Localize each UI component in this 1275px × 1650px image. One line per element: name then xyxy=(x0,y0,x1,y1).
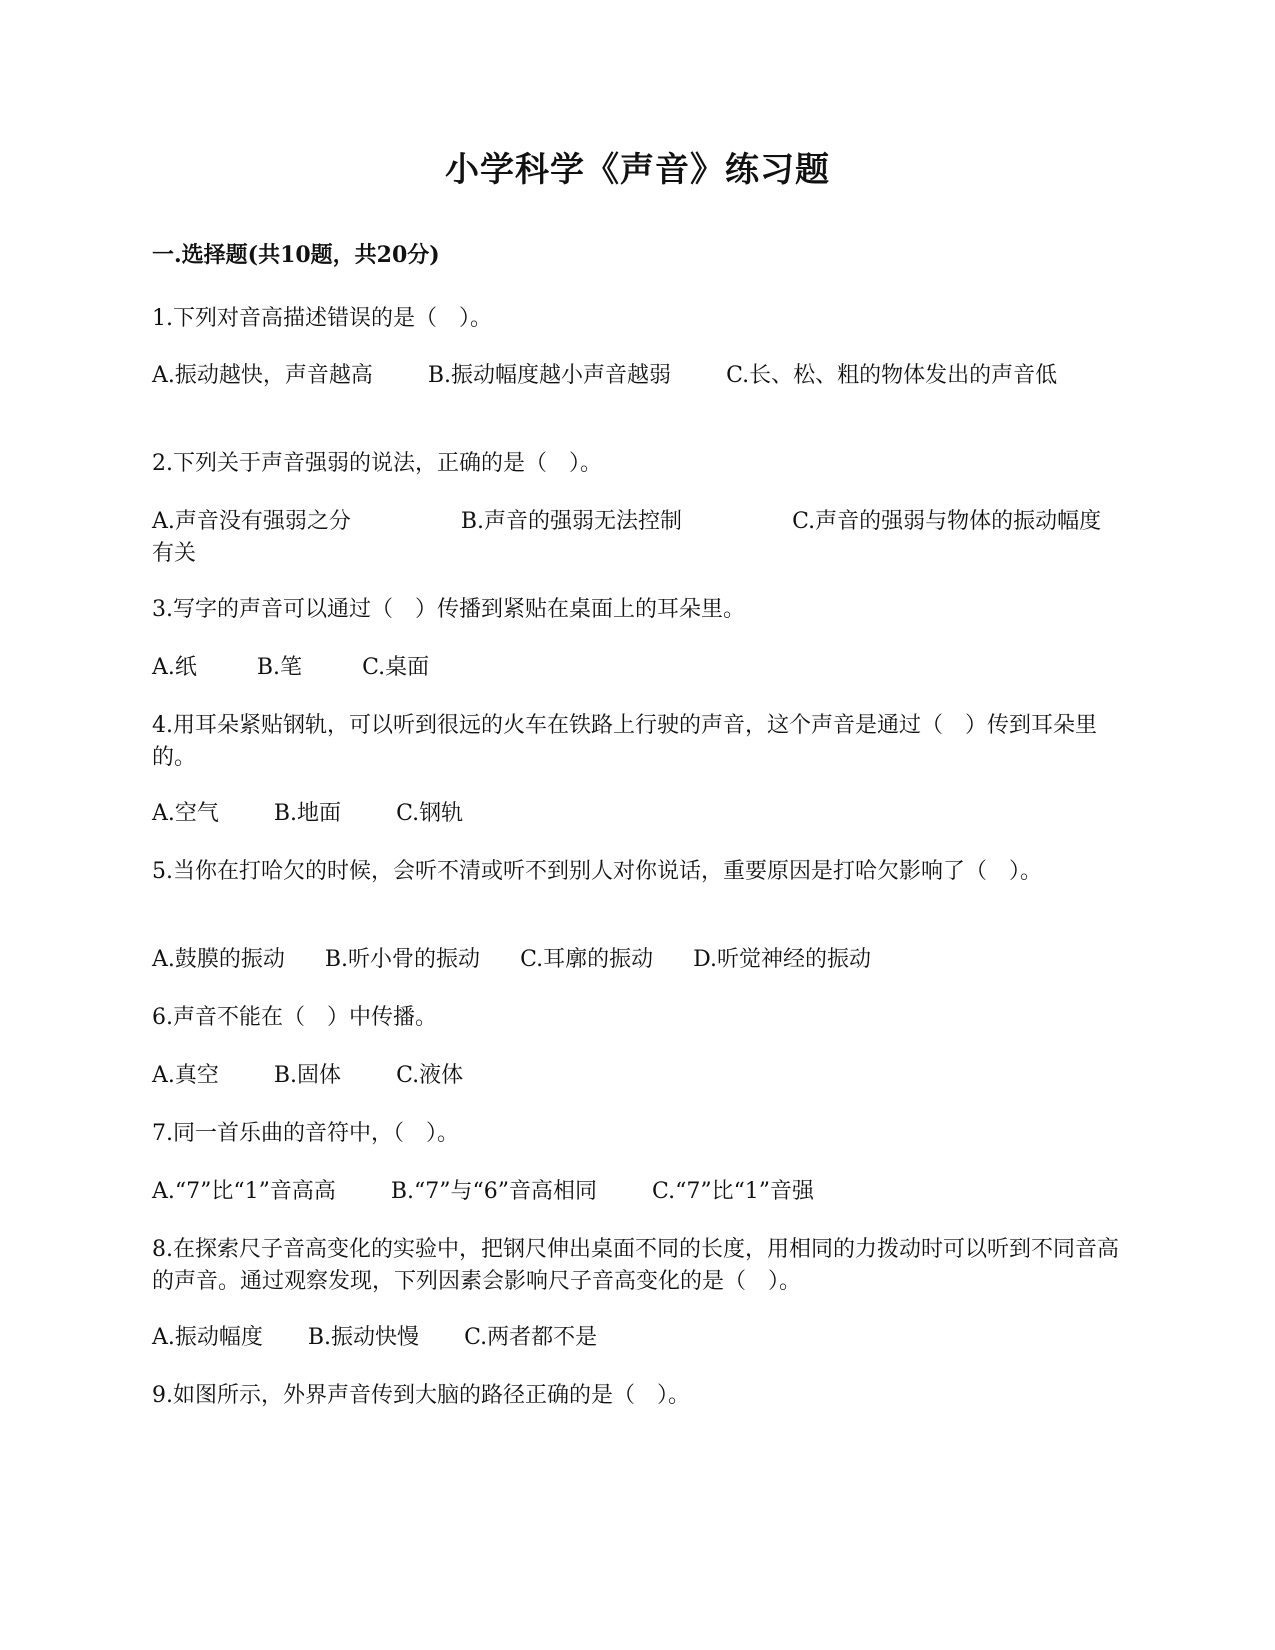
section-heading: 一.选择题(共10题，共20分) xyxy=(152,242,440,268)
question-6-option-b: B.固体 xyxy=(273,1063,342,1088)
question-6-option-a: A.真空 xyxy=(152,1063,219,1088)
question-8-option-b: B.振动快慢 xyxy=(307,1325,420,1350)
question-2-option-b: B.声音的强弱无法控制 xyxy=(460,509,683,534)
question-6-stem: 6.声音不能在（ ）中传播。 xyxy=(152,1005,437,1030)
question-8-options xyxy=(152,1322,1122,1354)
document-title: 小学科学《声音》练习题 xyxy=(445,150,830,190)
question-7-option-b: B.“7”与“6”音高相同 xyxy=(390,1179,598,1204)
question-9-stem: 9.如图所示，外界声音传到大脑的路径正确的是（ ）。 xyxy=(152,1383,690,1408)
question-6-options xyxy=(152,1060,1122,1092)
question-8-option-c: C.两者都不是 xyxy=(464,1325,598,1350)
question-2-option-a: A.声音没有强弱之分 xyxy=(152,509,351,534)
question-3-options xyxy=(152,652,1122,684)
question-2-option-c: C.声音的强弱与物体的振动幅度有关 xyxy=(152,509,1102,566)
question-4-option-b: B.地面 xyxy=(273,801,342,826)
question-1-option-a: A.振动越快，声音越高 xyxy=(152,363,373,388)
question-5-option-d: D.听觉神经的振动 xyxy=(693,947,871,972)
question-3-option-b: B.笔 xyxy=(256,655,303,680)
question-5-option-c: C.耳廓的振动 xyxy=(520,947,654,972)
question-6-option-c: C.液体 xyxy=(396,1063,464,1088)
question-7-option-c: C.“7”比“1”音强 xyxy=(652,1179,815,1204)
question-3-option-c: C.桌面 xyxy=(362,655,430,680)
question-4-option-c: C.钢轨 xyxy=(396,801,464,826)
question-4-option-a: A.空气 xyxy=(152,801,219,826)
question-1-stem: 1.下列对音高描述错误的是（ ）。 xyxy=(152,306,492,331)
question-8-option-a: A.振动幅度 xyxy=(152,1325,263,1350)
question-2-options xyxy=(152,506,1122,570)
question-4-options xyxy=(152,798,1122,830)
question-8-stem: 8.在探索尺子音高变化的实验中，把钢尺伸出桌面不同的长度，用相同的力拨动时可以听到不同音高的声音。通过观察发现，下列因素会影响尺子音高变化的是（ ）。 xyxy=(152,1237,1119,1294)
question-7-stem: 7.同一首乐曲的音符中，（ ）。 xyxy=(152,1121,459,1146)
question-5-option-a: A.鼓膜的振动 xyxy=(152,947,285,972)
question-2-stem: 2.下列关于声音强弱的说法，正确的是（ ）。 xyxy=(152,451,602,476)
question-5-stem: 5.当你在打哈欠的时候，会听不清或听不到别人对你说话，重要原因是打哈欠影响了（ ）。 xyxy=(152,859,1042,884)
question-7-option-a: A.“7”比“1”音高高 xyxy=(152,1179,336,1204)
question-4-stem: 4.用耳朵紧贴钢轨，可以听到很远的火车在铁路上行驶的声音，这个声音是通过（ ）传到耳朵里的。 xyxy=(152,713,1097,770)
question-3-option-a: A.纸 xyxy=(152,655,197,680)
question-5-option-b: B.听小骨的振动 xyxy=(324,947,481,972)
question-5-options xyxy=(152,944,1122,976)
question-3-stem: 3.写字的声音可以通过（ ）传播到紧贴在桌面上的耳朵里。 xyxy=(152,597,745,622)
question-1-option-c: C.长、松、粗的物体发出的声音低 xyxy=(726,363,1058,388)
question-1-option-b: B.振动幅度越小声音越弱 xyxy=(427,363,672,388)
question-7-options xyxy=(152,1176,1122,1208)
question-1-options xyxy=(152,360,1122,392)
